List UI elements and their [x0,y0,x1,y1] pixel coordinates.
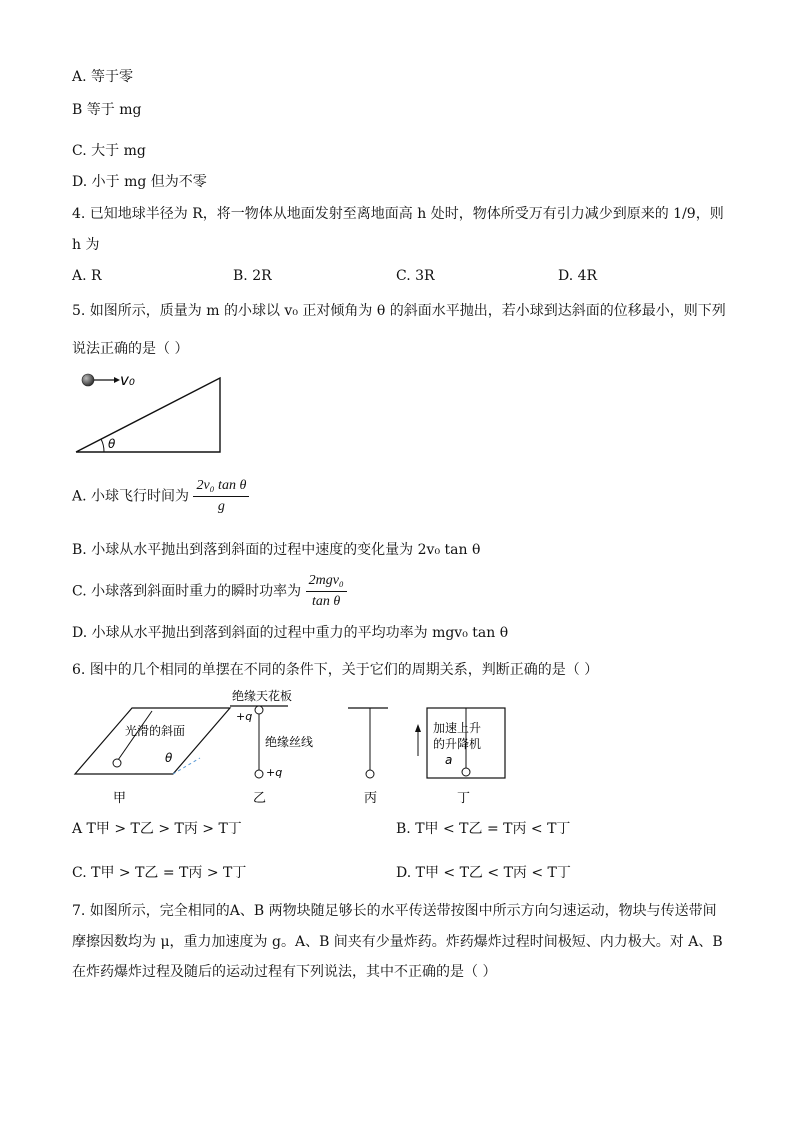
pendulum-ball-ding [462,768,470,776]
q4-option-d: D. 4R [558,268,598,284]
q5-option-d: D. 小球从水平抛出到落到斜面的过程中重力的平均功率为 mgv₀ tan θ [72,625,509,641]
elevator-text-2: 的升降机 [433,737,482,751]
ball-charge-label: +q [266,766,283,779]
figure-jia [75,708,230,806]
figure-ding [415,708,505,806]
q6-stem: 6. 图中的几个相同的单摆在不同的条件下，关于它们的周期关系，判断正确的是（ ） [72,662,599,678]
pendulum-ball-jia [113,759,121,767]
q4-stem-line1: 4. 已知地球半径为 R，将一物体从地面发射至离地面高 h 处时，物体所受万有引力减少到原来的 1/9，则 [72,206,724,222]
q5-option-c-text: C. 小球落到斜面时重力的瞬时功率为 [72,583,302,600]
q5-option-c-fraction [306,573,347,610]
q5-option-a [72,478,249,515]
q5-option-c [72,573,347,610]
incline-text: 光滑的斜面 [125,724,186,738]
accel-label: a [445,753,453,767]
q4-option-a: A. R [72,268,102,284]
q4-stem-line2: h 为 [72,237,100,253]
inclined-plane [75,708,230,774]
angle-arc [101,439,104,452]
horizontal-dashed [173,758,200,774]
q6-option-a: A T甲 > T乙 > T丙 > T丁 [72,821,242,837]
q3-option-d: D. 小于 mg 但为不零 [72,174,207,190]
angle-label: θ [108,437,116,451]
label-bing: 丙 [364,791,378,806]
label-jia: 甲 [113,791,127,806]
elevator-text-1: 加速上升 [433,721,482,735]
q4-option-b: B. 2R [233,268,272,284]
ceiling-text: 绝缘天花板 [232,689,293,703]
q3-option-c: C. 大于 mg [72,143,146,159]
q5-option-b: B. 小球从水平抛出到落到斜面的过程中速度的变化量为 2v₀ tan θ [72,542,481,558]
label-yi: 乙 [253,791,267,806]
q6-option-d: D. T甲 < T乙 < T丙 < T丁 [396,865,571,881]
ball [82,374,94,386]
top-charge-label: +q [236,710,253,723]
q5-stem-line2: 说法正确的是（ ） [72,341,189,357]
top-charge [255,706,263,714]
q5-option-c-denominator: tan θ [312,594,341,609]
angle-label-jia: θ [165,751,173,765]
accel-arrowhead [415,724,421,732]
q5-option-c-numerator: 2mgv₀ [306,573,347,592]
q6-option-b: B. T甲 < T乙 = T丙 < T丁 [396,821,571,837]
q5-option-a-denominator: g [217,499,225,514]
q7-stem-line3: 在炸药爆炸过程及随后的运动过程有下列说法，其中不正确的是（ ） [72,964,497,980]
q6-option-c: C. T甲 > T乙 = T丙 > T丁 [72,865,247,881]
q5-option-a-numerator: 2v₀ tan θ [193,478,249,497]
incline [76,378,220,452]
q7-stem-line1: 7. 如图所示，完全相同的A、B 两物块随足够长的水平传送带按图中所示方向匀速运动，物块与传送带间 [72,903,717,919]
thread-text: 绝缘丝线 [265,735,314,749]
q4-option-c: C. 3R [396,268,435,284]
q5-incline-figure [70,368,240,458]
q5-stem-line1: 5. 如图所示，质量为 m 的小球以 v₀ 正对倾角为 θ 的斜面水平抛出，若小球到达斜面的位移最小，则下列 [72,303,726,319]
q3-option-a: A. 等于零 [72,69,134,85]
pendulum-ball-bing [366,770,374,778]
figure-yi [230,688,313,806]
q5-option-a-text: A. 小球飞行时间为 [72,488,190,505]
q3-option-b: B 等于 mg [72,102,142,118]
q6-pendulum-figures [70,688,550,810]
q7-stem-line2: 摩擦因数均为 μ，重力加速度为 g。A、B 间夹有少量炸药。炸药爆炸过程时间极短、内力极大。对 A、B [72,934,723,950]
label-ding: 丁 [457,791,471,806]
velocity-label: v₀ [120,371,135,389]
q5-option-a-fraction [193,478,249,515]
pendulum-ball-yi [255,770,263,778]
figure-bing [348,708,388,806]
